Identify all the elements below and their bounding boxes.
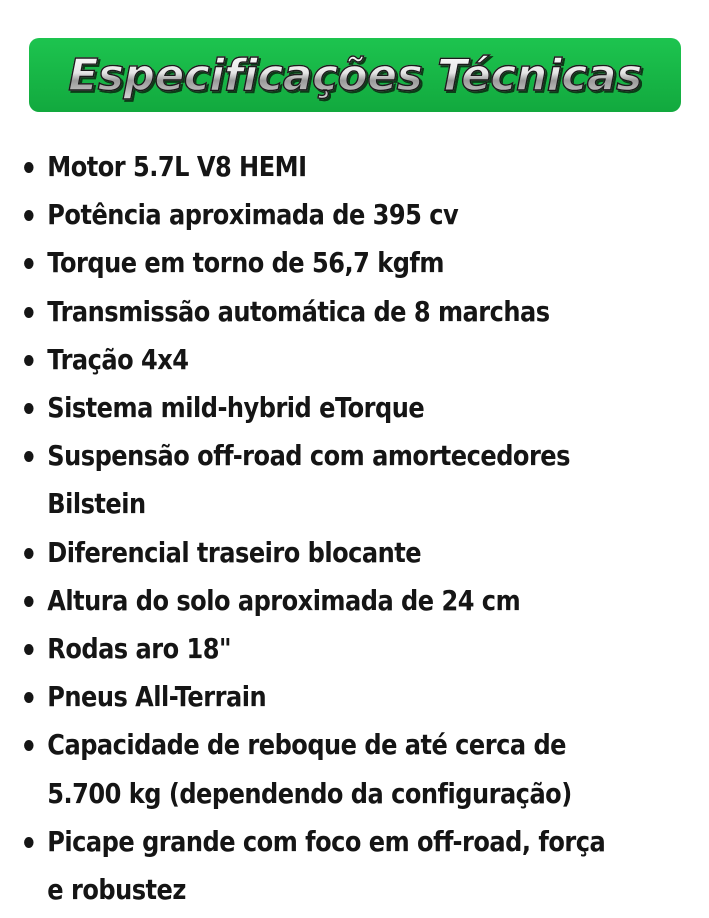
bullet-icon bbox=[24, 692, 33, 703]
list-item bbox=[0, 673, 623, 721]
spec-text: Motor 5.7L V8 HEMI bbox=[47, 150, 307, 183]
bullet-icon bbox=[24, 258, 33, 269]
spec-text: Torque em torno de 56,7 kgfm bbox=[47, 246, 444, 280]
title-banner bbox=[29, 38, 681, 112]
spec-text: Transmissão automática de 8 marchas bbox=[47, 294, 550, 328]
spec-text: Altura do solo aproximada de 24 cm bbox=[47, 583, 521, 617]
list-item bbox=[0, 384, 623, 432]
spec-text: Tração 4x4 bbox=[47, 342, 189, 376]
list-item bbox=[0, 529, 623, 577]
spec-text: Picape grande com foco em off-road, força e robustez bbox=[47, 824, 606, 907]
list-item bbox=[0, 432, 623, 528]
spec-list bbox=[0, 143, 709, 914]
list-item bbox=[0, 239, 623, 287]
bullet-icon bbox=[24, 644, 33, 655]
bullet-icon bbox=[24, 403, 33, 414]
bullet-icon bbox=[24, 740, 33, 751]
spec-text: Suspensão off-road com amortecedores Bilstein bbox=[47, 439, 570, 521]
page-title: Especificações Técnicas bbox=[68, 49, 642, 101]
list-item bbox=[0, 288, 623, 336]
spec-text: Pneus All-Terrain bbox=[47, 680, 267, 714]
spec-text: Rodas aro 18" bbox=[47, 632, 231, 666]
bullet-icon bbox=[24, 548, 33, 559]
list-item bbox=[0, 143, 623, 191]
list-item bbox=[0, 191, 623, 239]
spec-text: Potência aproximada de 395 cv bbox=[47, 198, 459, 232]
list-item bbox=[0, 721, 623, 817]
list-item bbox=[0, 577, 623, 625]
bullet-icon bbox=[24, 307, 33, 318]
list-item bbox=[0, 336, 623, 384]
bullet-icon bbox=[24, 210, 33, 221]
spec-text: Diferencial traseiro blocante bbox=[47, 535, 422, 569]
spec-text: Sistema mild-hybrid eTorque bbox=[47, 391, 425, 425]
bullet-icon bbox=[24, 355, 33, 366]
list-item bbox=[0, 625, 623, 673]
bullet-icon bbox=[24, 596, 33, 607]
bullet-icon bbox=[24, 837, 33, 848]
bullet-icon bbox=[24, 162, 33, 173]
spec-text: Capacidade de reboque de até cerca de 5.700 kg (dependendo da configuração) bbox=[47, 728, 572, 810]
bullet-icon bbox=[24, 451, 33, 462]
list-item bbox=[0, 818, 623, 914]
